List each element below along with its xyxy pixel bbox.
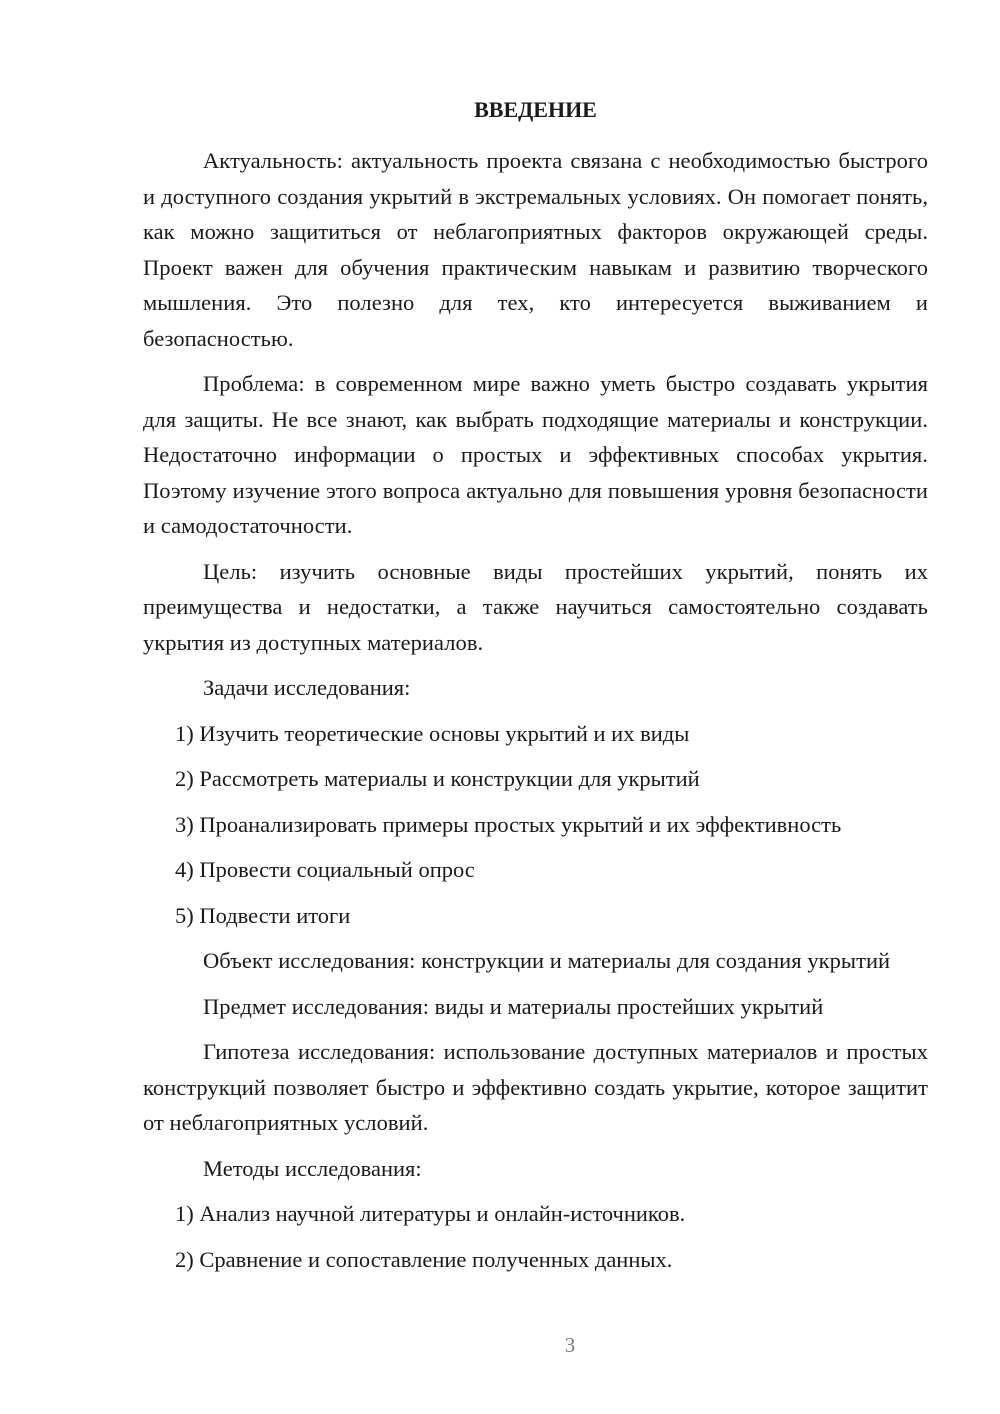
task-item: 2) Рассмотреть материалы и конструкции для укрытий xyxy=(175,766,700,791)
goal-paragraph: Цель: изучить основные виды простейших укрытий, понять их преимущества и недостатки, а также научиться самостоятельно создавать укрытия из доступных материалов. xyxy=(143,558,928,655)
tasks-heading: Задачи исследования: xyxy=(203,675,411,700)
task-item: 3) Проанализировать примеры простых укрытий и их эффективность xyxy=(175,811,842,837)
method-item: 1) Анализ научной литературы и онлайн-источников. xyxy=(175,1201,686,1226)
page-number: 3 xyxy=(564,1333,576,1357)
task-item: 4) Провести социальный опрос xyxy=(175,857,475,882)
relevance-paragraph: Актуальность: актуальность проекта связана с необходимостью быстрого и доступного создания укрытий в экстремальных условиях. Он помогает понять, как можно защититься от неблагоприятных факторов окружающей среды. Проект важен для обучения практическим навыкам и развитию творческого мышления. Это полезно для тех, кто интересуется выживанием и безопасностью. xyxy=(143,148,928,351)
method-item: 2) Сравнение и сопоставление полученных данных. xyxy=(175,1246,673,1272)
subject-paragraph: Предмет исследования: виды и материалы простейших укрытий xyxy=(203,993,824,1019)
methods-list xyxy=(143,1196,928,1277)
hypothesis-paragraph: Гипотеза исследования: использование доступных материалов и простых конструкций позволяет быстро и эффективно создать укрытие, которое защитит от неблагоприятных условий. xyxy=(143,1039,928,1135)
problem-paragraph: Проблема: в современном мире важно уметь быстро создавать укрытия для защиты. Не все знают, как выбрать подходящие материалы и конструкции. Недостаточно информации о простых и эффективных способах укрытия. Поэтому изучение этого вопроса актуально для повышения уровня безопасности и самодостаточности. xyxy=(143,371,928,538)
document-page xyxy=(143,93,928,1287)
tasks-list xyxy=(143,716,928,934)
document-title: ВВЕДЕНИЕ xyxy=(474,97,597,122)
methods-heading: Методы исследования: xyxy=(203,1155,422,1181)
object-paragraph: Объект исследования: конструкции и материалы для создания укрытий xyxy=(203,948,891,973)
task-item: 1) Изучить теоретические основы укрытий и их виды xyxy=(175,720,690,746)
task-item: 5) Подвести итоги xyxy=(175,902,351,928)
